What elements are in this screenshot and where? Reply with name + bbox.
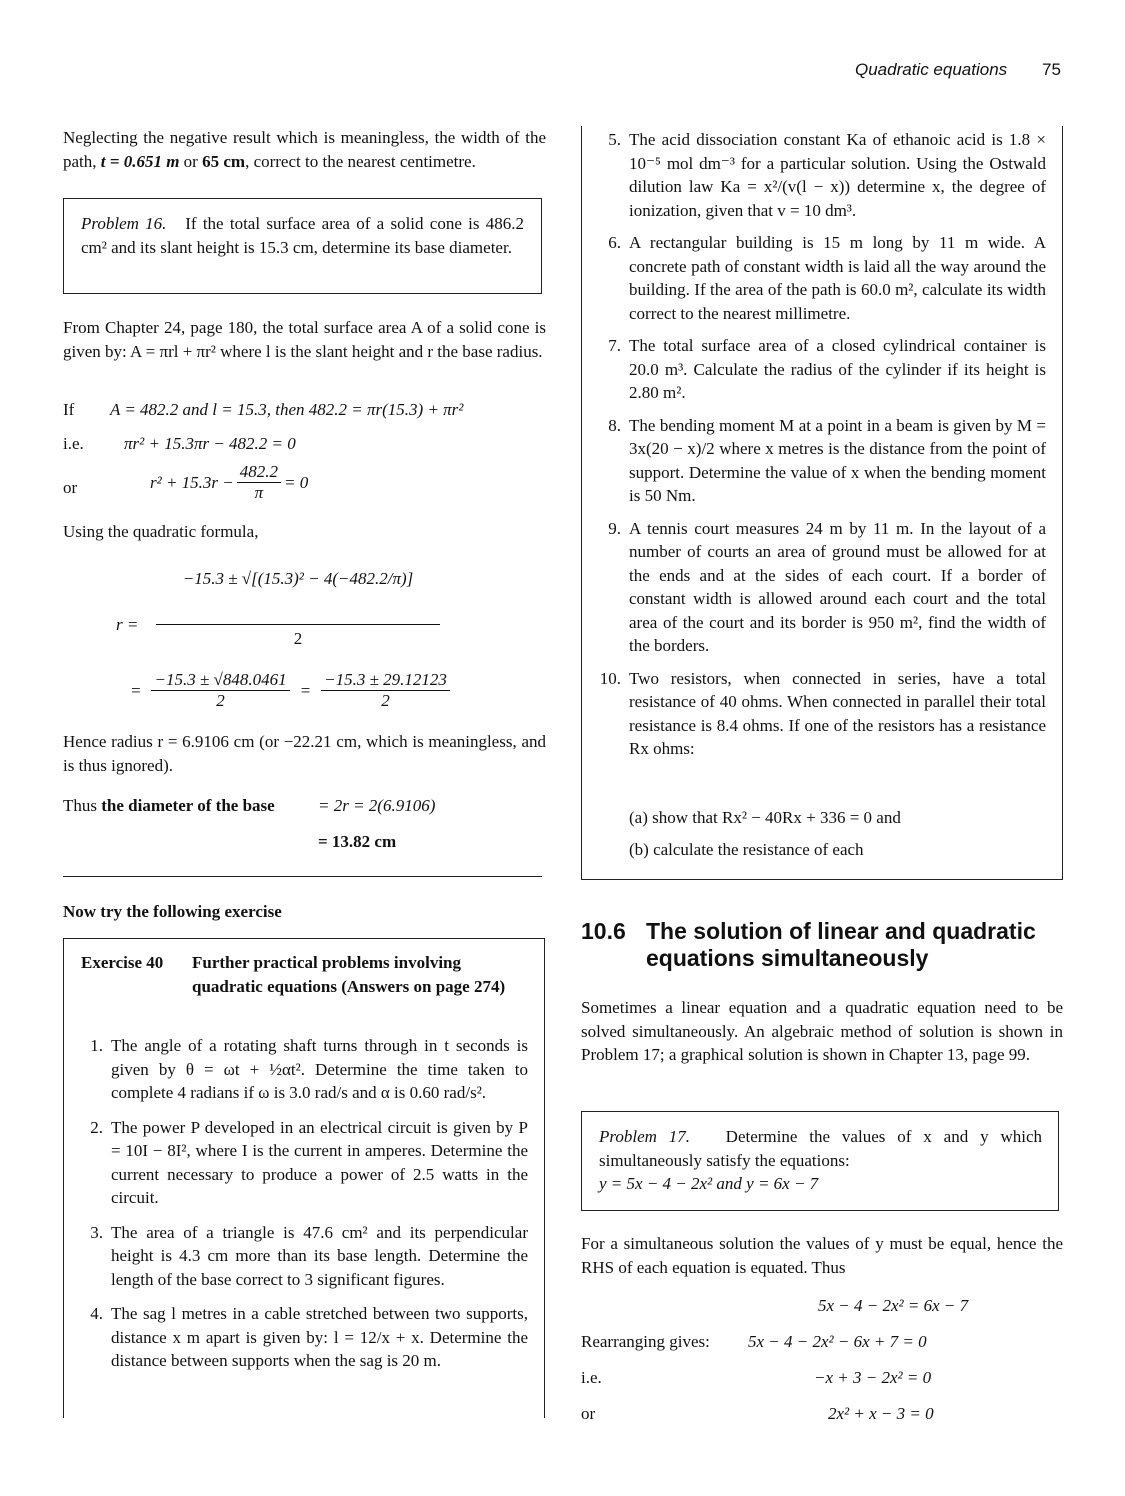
intro-paragraph: Neglecting the negative result which is meaningless, the width of the path, t = 0.651 m or 65 cm, correct to the nearest centimetre.: [63, 128, 546, 171]
problem-17-equations: y = 5x − 4 − 2x² and y = 6x − 7: [599, 1174, 819, 1193]
ie-equation: πr² + 15.3πr − 482.2 = 0: [124, 434, 296, 453]
exercise-item: 2. The power P developed in an electrical circuit is given by P = 10I − 8I², where I is the current in amperes. Determine the current necessary to produce a power of 2.5 watts in the circuit.: [90, 1117, 528, 1207]
running-title: Quadratic equations: [855, 60, 1008, 79]
exercise-item: 10. Two resistors, when connected in series, have a total resistance of 40 ohms. When connected in parallel their total resistance is 8.4 ohms. If one of the resistors has a resistance Rx ohms:: [599, 668, 1046, 758]
or-equation: r² + 15.3r − $\frac{482.2}{\pi}$ = 0: [150, 462, 309, 502]
if-equation: A = 482.2 and l = 15.3, then 482.2 = πr(15.3) + πr²: [110, 400, 464, 419]
if-label: If: [63, 400, 75, 419]
r-fraction-bar: [156, 624, 440, 625]
equation-b: 5x − 4 − 2x² − 6x + 7 = 0: [748, 1332, 927, 1351]
problem-16: Problem 16. If the total surface area of a solid cone is 486.2 cm² and its slant height is 15.3 cm, determine its base diameter.: [81, 214, 524, 257]
rearranging-label: Rearranging gives:: [581, 1332, 710, 1351]
ie-label-right: i.e.: [581, 1368, 602, 1387]
now-try-heading: Now try the following exercise: [63, 902, 282, 921]
thus-label: Thus the diameter of the base: [63, 796, 275, 815]
exercise-40-box: [63, 938, 545, 1418]
exercise-item: 8. The bending moment M at a point in a beam is given by M = 3x(20 − x)/2 where x metres is the distance from the point of support. Determine the value of x when the bending moment is 50 Nm.: [608, 415, 1046, 505]
problem-17: Problem 17. Determine the values of x and y which simultaneously satisfy the equations:: [599, 1127, 1042, 1170]
exercise-list-right: [599, 128, 1046, 773]
exercise-item: 7. The total surface area of a closed cylindrical container is 20.0 m³. Calculate the radius of the cylinder if its height is 2.80 m².: [608, 336, 1046, 402]
equation-d: 2x² + x − 3 = 0: [828, 1404, 934, 1423]
exercise-list-left: [81, 1034, 528, 1384]
or-label-right: or: [581, 1404, 596, 1423]
using-formula: Using the quadratic formula,: [63, 522, 259, 541]
exercise-item: 4. The sag l metres in a cable stretched between two supports, distance x m apart is given by: l = 12/x + x. Determine the distance between supports when the sag is 20 m.: [90, 1304, 528, 1370]
exercise-item: 1. The angle of a rotating shaft turns through in t seconds is given by θ = ωt + ½αt². Determine the time taken to complete 4 radians if ω is 3.0 rad/s and α is 0.60 rad/s².: [90, 1036, 528, 1102]
exercise-item: 9. A tennis court measures 24 m by 11 m. In the layout of a number of courts an area of ground must be allowed for at the ends and at the sides of each court. If a border of constant width is allowed around each court and the total area of the court and its border is 950 m², find the width of the borders.: [608, 518, 1046, 655]
page-number: 75: [1042, 60, 1061, 79]
r-denominator: 2: [293, 629, 303, 648]
exercise-label: Exercise 40: [81, 953, 164, 972]
simultaneous-paragraph: For a simultaneous solution the values of y must be equal, hence the RHS of each equation is equated. Thus: [581, 1234, 1063, 1277]
r-numerator: −15.3 ± √[(15.3)² − 4(−482.2/π)]: [182, 569, 414, 588]
exercise-title: Further practical problems involving quadratic equations (Answers on page 274): [192, 953, 506, 996]
thus-equation-1: = 2r = 2(6.9106): [318, 796, 436, 815]
r-equals: r =: [116, 615, 139, 634]
thus-equation-2: = 13.82 cm: [318, 832, 397, 851]
chapter-paragraph: From Chapter 24, page 180, the total surface area A of a solid cone is given by: A = πrl + πr² where l is the slant height and r the base radius.: [63, 318, 546, 361]
exercise-item: 6. A rectangular building is 15 m long by 11 m wide. A concrete path of constant width is laid all the way around the building. If the area of the path is 60.0 m², calculate its width correct to the nearest millimetre.: [608, 233, 1046, 323]
equation-a: 5x − 4 − 2x² = 6x − 7: [818, 1296, 969, 1315]
exercise-40-continued-box: [581, 126, 1063, 880]
section-number: 10.6: [581, 918, 626, 944]
sub-item-a: (a) show that Rx² − 40Rx + 336 = 0 and: [629, 808, 901, 827]
section-divider: [63, 876, 542, 877]
ie-label: i.e.: [63, 434, 84, 453]
equation-c: −x + 3 − 2x² = 0: [814, 1368, 932, 1387]
exercise-item: 5. The acid dissociation constant Ka of ethanoic acid is 1.8 × 10⁻⁵ mol dm⁻³ for a particular solution. Using the Ostwald dilution law Ka = x²/(v(l − x)) determine x, the degree of ionization, given that v = 10 dm³.: [608, 130, 1046, 220]
or-label: or: [63, 478, 78, 497]
sub-item-b: (b) calculate the resistance of each: [629, 840, 864, 859]
hence-radius: Hence radius r = 6.9106 cm (or −22.21 cm, which is meaningless, and is thus ignored).: [63, 732, 546, 775]
section-title: The solution of linear and quadratic equations simultaneously: [646, 918, 1036, 971]
exercise-item: 3. The area of a triangle is 47.6 cm² and its perpendicular height is 4.3 cm more than its base length. Determine the length of the base correct to 3 significant figures.: [90, 1222, 528, 1289]
r-equation-step2: = $\frac{-15.3 \pm √848.0461}{2}$ = $\frac{-15.3 \pm 29.12123}{2}$: [130, 670, 460, 711]
problem-17-box: [581, 1111, 1059, 1211]
problem-16-box: [63, 198, 542, 294]
section-paragraph: Sometimes a linear equation and a quadratic equation need to be solved simultaneously. An algebraic method of solution is shown in Problem 17; a graphical solution is shown in Chapter 13, page 99.: [581, 998, 1063, 1064]
